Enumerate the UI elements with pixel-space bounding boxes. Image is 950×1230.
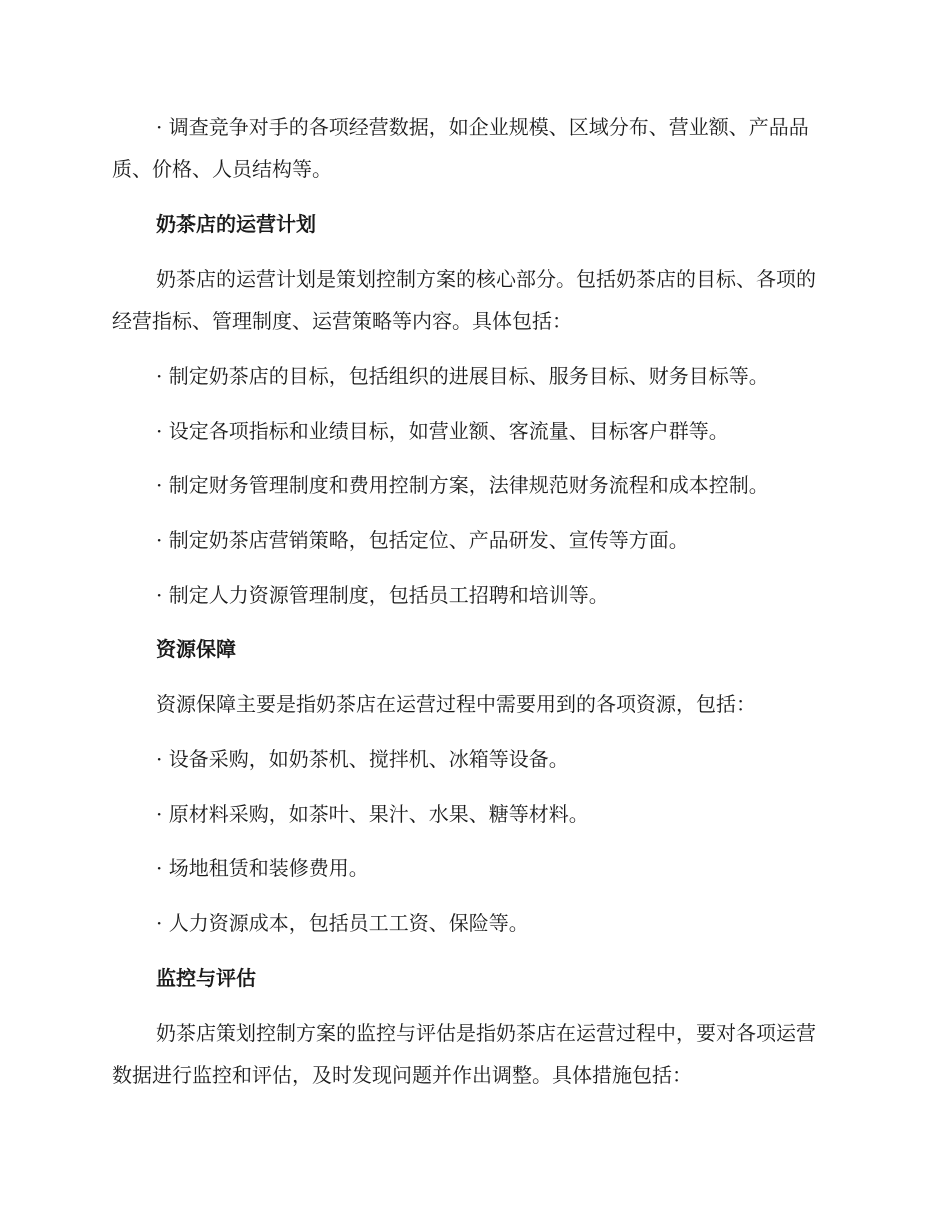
operation-bullet-2: · 设定各项指标和业绩目标，如营业额、客流量、目标客户群等。 [156, 419, 729, 443]
heading-monitor: 监控与评估 [156, 966, 256, 990]
resource-bullet-2: · 原材料采购，如茶叶、果汁、水果、糖等材料。 [156, 802, 589, 826]
resource-bullet-4: · 人力资源成本，包括员工工资、保险等。 [156, 911, 529, 935]
resource-intro-paragraph: 资源保障主要是指奶茶店在运营过程中需要用到的各项资源，包括： [156, 692, 756, 716]
operation-intro-paragraph: 奶茶店的运营计划是策划控制方案的核心部分。包括奶茶店的目标、各项的经营指标、管理制度、运营策略等内容。具体包括： [112, 267, 816, 333]
heading-resource: 资源保障 [156, 637, 236, 661]
operation-bullet-1: · 制定奶茶店的目标，包括组织的进展目标、服务目标、财务目标等。 [156, 364, 769, 388]
resource-bullet-1: · 设备采购，如奶茶机、搅拌机、冰箱等设备。 [156, 747, 569, 771]
competitor-bullet: · 调查竞争对手的各项经营数据，如企业规模、区域分布、营业额、产品品质、价格、人员结构等。 [112, 115, 809, 181]
operation-bullet-5: · 制定人力资源管理制度，包括员工招聘和培训等。 [156, 583, 609, 607]
monitor-intro-paragraph: 奶茶店策划控制方案的监控与评估是指奶茶店在运营过程中，要对各项运营数据进行监控和评估，及时发现问题并作出调整。具体措施包括： [112, 1021, 816, 1087]
resource-bullet-3: · 场地租赁和装修费用。 [156, 856, 369, 880]
operation-bullet-3: · 制定财务管理制度和费用控制方案，法律规范财务流程和成本控制。 [156, 473, 769, 497]
heading-operation-plan: 奶茶店的运营计划 [156, 212, 316, 236]
operation-bullet-4: · 制定奶茶店营销策略，包括定位、产品研发、宣传等方面。 [156, 528, 689, 552]
